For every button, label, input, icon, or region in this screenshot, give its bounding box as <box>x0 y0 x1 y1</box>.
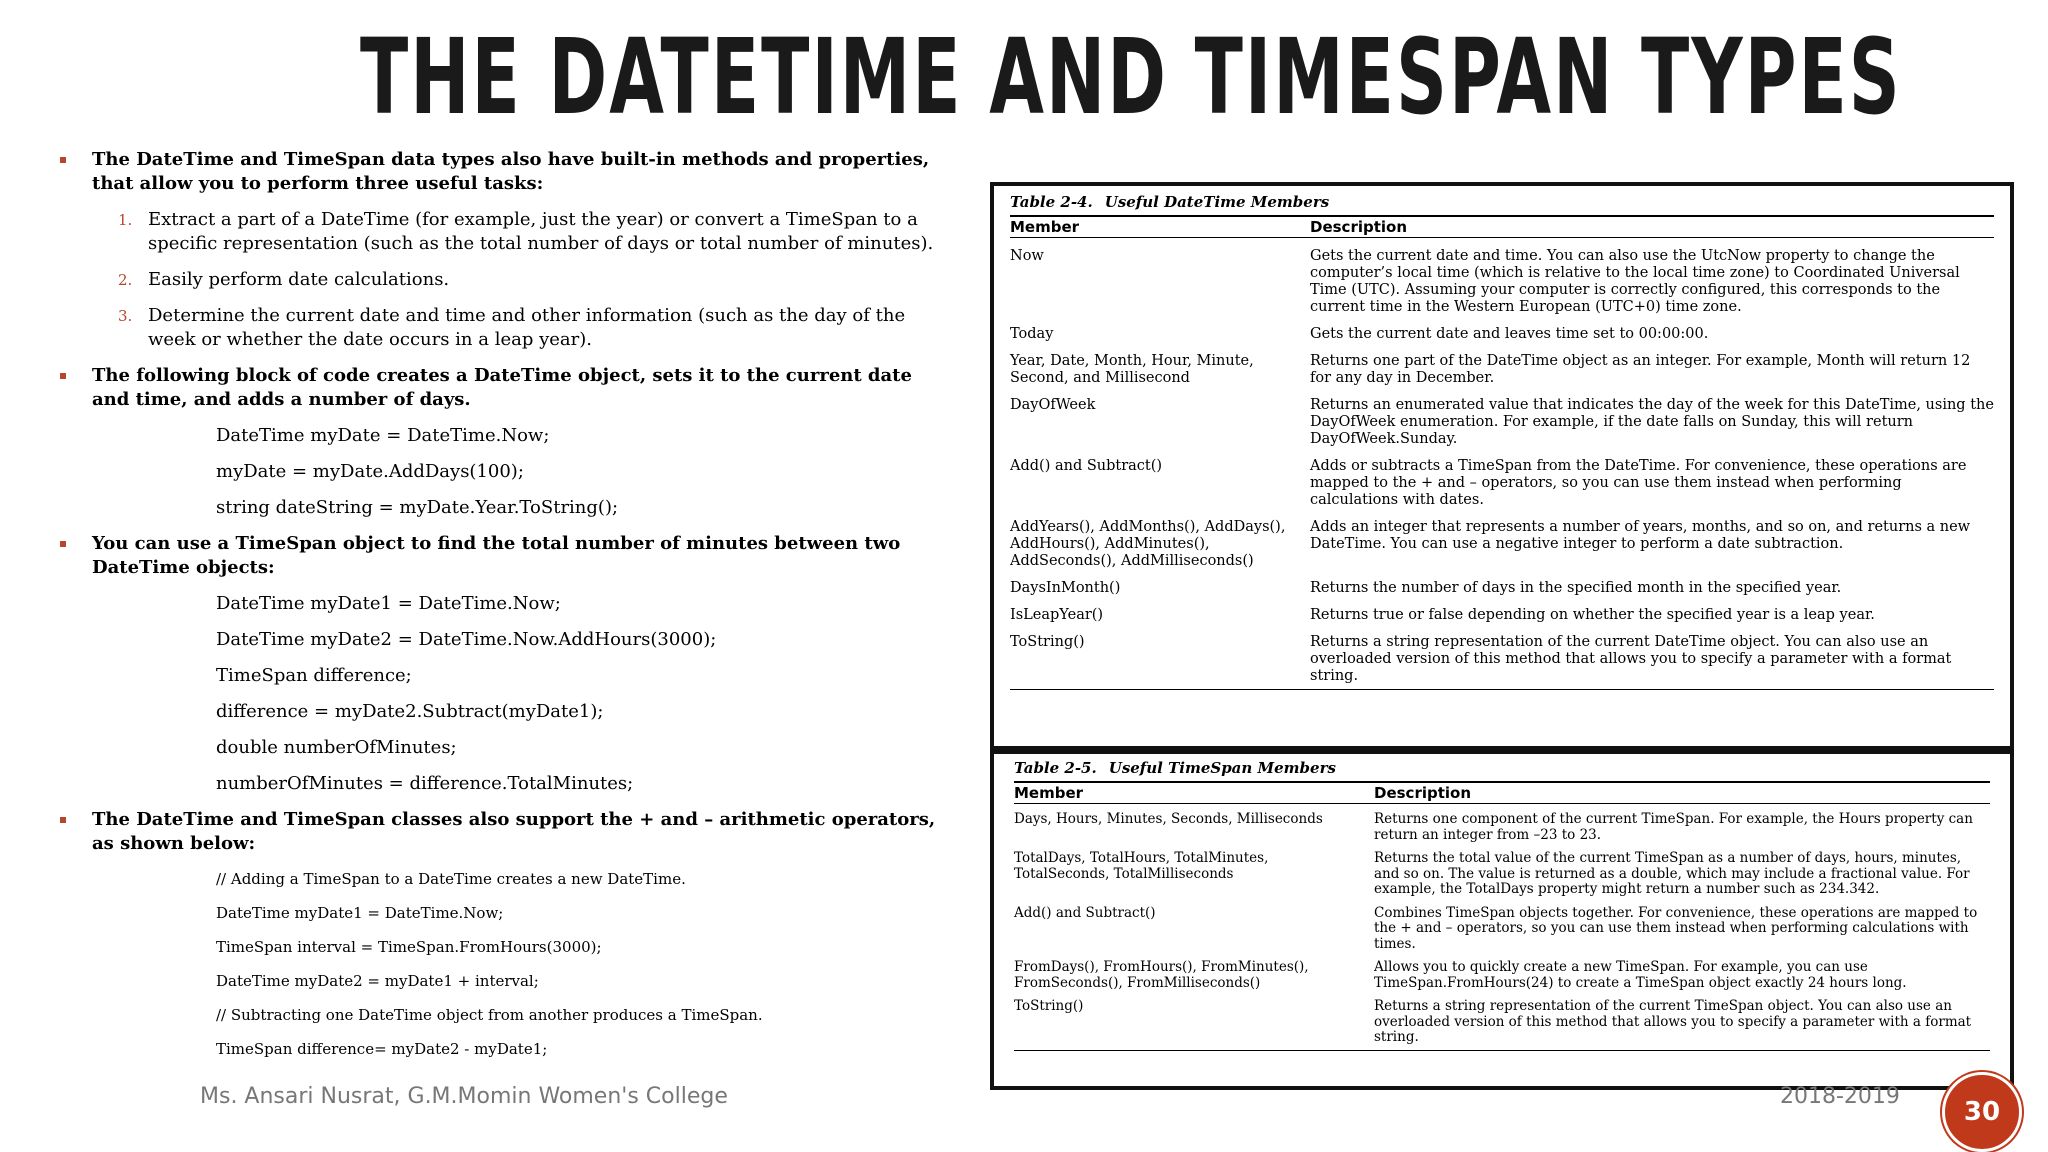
table-row: Days, Hours, Minutes, Seconds, Milliseconds Returns one component of the current TimeSpan. For example, the Hours property can return an integer from –23 to 23. <box>1014 811 1973 843</box>
task-list <box>56 208 936 352</box>
code-line: double numberOfMinutes; <box>216 737 457 758</box>
table-row: IsLeapYear() Returns true or false depending on whether the specified year is a leap year. <box>1010 607 1875 623</box>
square-bullet-icon <box>60 373 66 379</box>
code-line: DateTime myDate2 = myDate1 + interval; <box>216 972 539 990</box>
slide-title: THE DATETIME AND TIMESPAN TYPES <box>360 16 1902 138</box>
bullet-item: The DateTime and TimeSpan data types also have built-in methods and properties, that allow you to perform three useful tasks: <box>56 148 936 196</box>
code-line: numberOfMinutes = difference.TotalMinutes; <box>216 773 634 794</box>
table-row: Today Gets the current date and leaves time set to 00:00:00. <box>1010 326 1709 342</box>
footer-author: Ms. Ansari Nusrat, G.M.Momin Women's College <box>200 1084 728 1109</box>
table-row: Add() and Subtract() Adds or subtracts a TimeSpan from the DateTime. For convenience, these operations are mapped to the + and – operators, so you can use them instead when performing calculations with dates. <box>1010 458 1967 508</box>
code-line: myDate = myDate.AddDays(100); <box>216 461 524 482</box>
table-caption: Table 2-5. Useful TimeSpan Members <box>1014 759 1336 777</box>
table-header: Member Description <box>1010 215 1994 238</box>
bullet-item: You can use a TimeSpan object to find the total number of minutes between two DateTime objects: <box>56 532 936 580</box>
table-row: ToString() Returns a string representation of the current TimeSpan object. You can also use an overloaded version of this method that allows you to specify a parameter with a format string. <box>1014 998 1972 1045</box>
code-line: DateTime myDate1 = DateTime.Now; <box>216 904 504 922</box>
code-line: DateTime myDate1 = DateTime.Now; <box>216 593 561 614</box>
bullet-item: The DateTime and TimeSpan classes also support the + and – arithmetic operators, as shown below: <box>56 808 936 856</box>
square-bullet-icon <box>60 541 66 547</box>
datetime-members-table <box>990 182 2014 750</box>
code-line: // Adding a TimeSpan to a DateTime creates a new DateTime. <box>216 870 686 888</box>
table-row: DaysInMonth() Returns the number of days in the specified month in the specified year. <box>1010 580 1842 596</box>
code-line: // Subtracting one DateTime object from another produces a TimeSpan. <box>216 1006 763 1024</box>
table-row: DayOfWeek Returns an enumerated value that indicates the day of the week for this DateTime, using the DayOfWeek enumeration. For example, if the date falls on Sunday, this will return DayOfWeek.Sunday. <box>1010 397 1994 447</box>
bullet-item: The following block of code creates a DateTime object, sets it to the current date and time, and adds a number of days. <box>56 364 936 412</box>
table-header: Member Description <box>1014 781 1990 804</box>
table-row: TotalDays, TotalHours, TotalMinutes, TotalSeconds, TotalMilliseconds Returns the total value of the current TimeSpan as a number of days, hours, minutes, and so on. The value is returned as a double, which may include a fractional value. For example, the TotalDays property might return a number such as 234.342. <box>1014 850 1970 897</box>
list-item: 1. Extract a part of a DateTime (for example, just the year) or convert a TimeSpan to a specific representation (such as the total number of days or total number of minutes). <box>118 209 934 254</box>
list-item: 3. Determine the current date and time and other information (such as the day of the week or whether the date occurs in a leap year). <box>118 305 906 350</box>
table-row: Now Gets the current date and time. You can also use the UtcNow property to change the computer’s local time (which is relative to the local time zone) to Coordinated Universal Time (UTC). Assuming your computer is correctly configured, this corresponds to the current time in the Western European (UTC+0) time zone. <box>1010 248 1960 315</box>
code-line: TimeSpan interval = TimeSpan.FromHours(3000); <box>216 938 602 956</box>
list-item: 2. Easily perform date calculations. <box>118 269 450 290</box>
code-line: DateTime myDate2 = DateTime.Now.AddHours(3000); <box>216 629 717 650</box>
code-line: difference = myDate2.Subtract(myDate1); <box>216 701 604 722</box>
table-row: Year, Date, Month, Hour, Minute, Second, and Millisecond Returns one part of the DateTime object as an integer. For example, Month will return 12 for any day in December. <box>1010 353 1971 386</box>
footer-year: 2018-2019 <box>1780 1084 1900 1109</box>
page-number-badge: 30 <box>1942 1072 2022 1152</box>
code-line: TimeSpan difference= myDate2 - myDate1; <box>216 1040 548 1058</box>
square-bullet-icon <box>60 817 66 823</box>
code-line: TimeSpan difference; <box>216 665 412 686</box>
table-caption: Table 2-4. Useful DateTime Members <box>1010 193 1330 211</box>
table-row: FromDays(), FromHours(), FromMinutes(), FromSeconds(), FromMilliseconds() Allows you to quickly create a new TimeSpan. For example, you can use TimeSpan.FromHours(24) to create a TimeSpan object exactly 24 hours long. <box>1014 959 1907 991</box>
code-line: string dateString = myDate.Year.ToString(); <box>216 497 619 518</box>
slide-body <box>56 148 936 1072</box>
code-line: DateTime myDate = DateTime.Now; <box>216 425 550 446</box>
table-row: Add() and Subtract() Combines TimeSpan objects together. For convenience, these operations are mapped to the + and – operators, so you can use them instead when performing calculations with times. <box>1014 904 1978 952</box>
table-rule <box>1010 689 1994 690</box>
square-bullet-icon <box>60 157 66 163</box>
table-row: AddYears(), AddMonths(), AddDays(), AddHours(), AddMinutes(), AddSeconds(), AddMilliseconds() Adds an integer that represents a number of years, months, and so on, and returns a new DateTime. You can use a negative integer to perform a date subtraction. <box>1010 519 1971 569</box>
table-row: ToString() Returns a string representation of the current DateTime object. You can also use an overloaded version of this method that allows you to specify a parameter with a format string. <box>1010 634 1952 684</box>
table-rule <box>1014 1050 1990 1051</box>
timespan-members-table <box>990 750 2014 1090</box>
